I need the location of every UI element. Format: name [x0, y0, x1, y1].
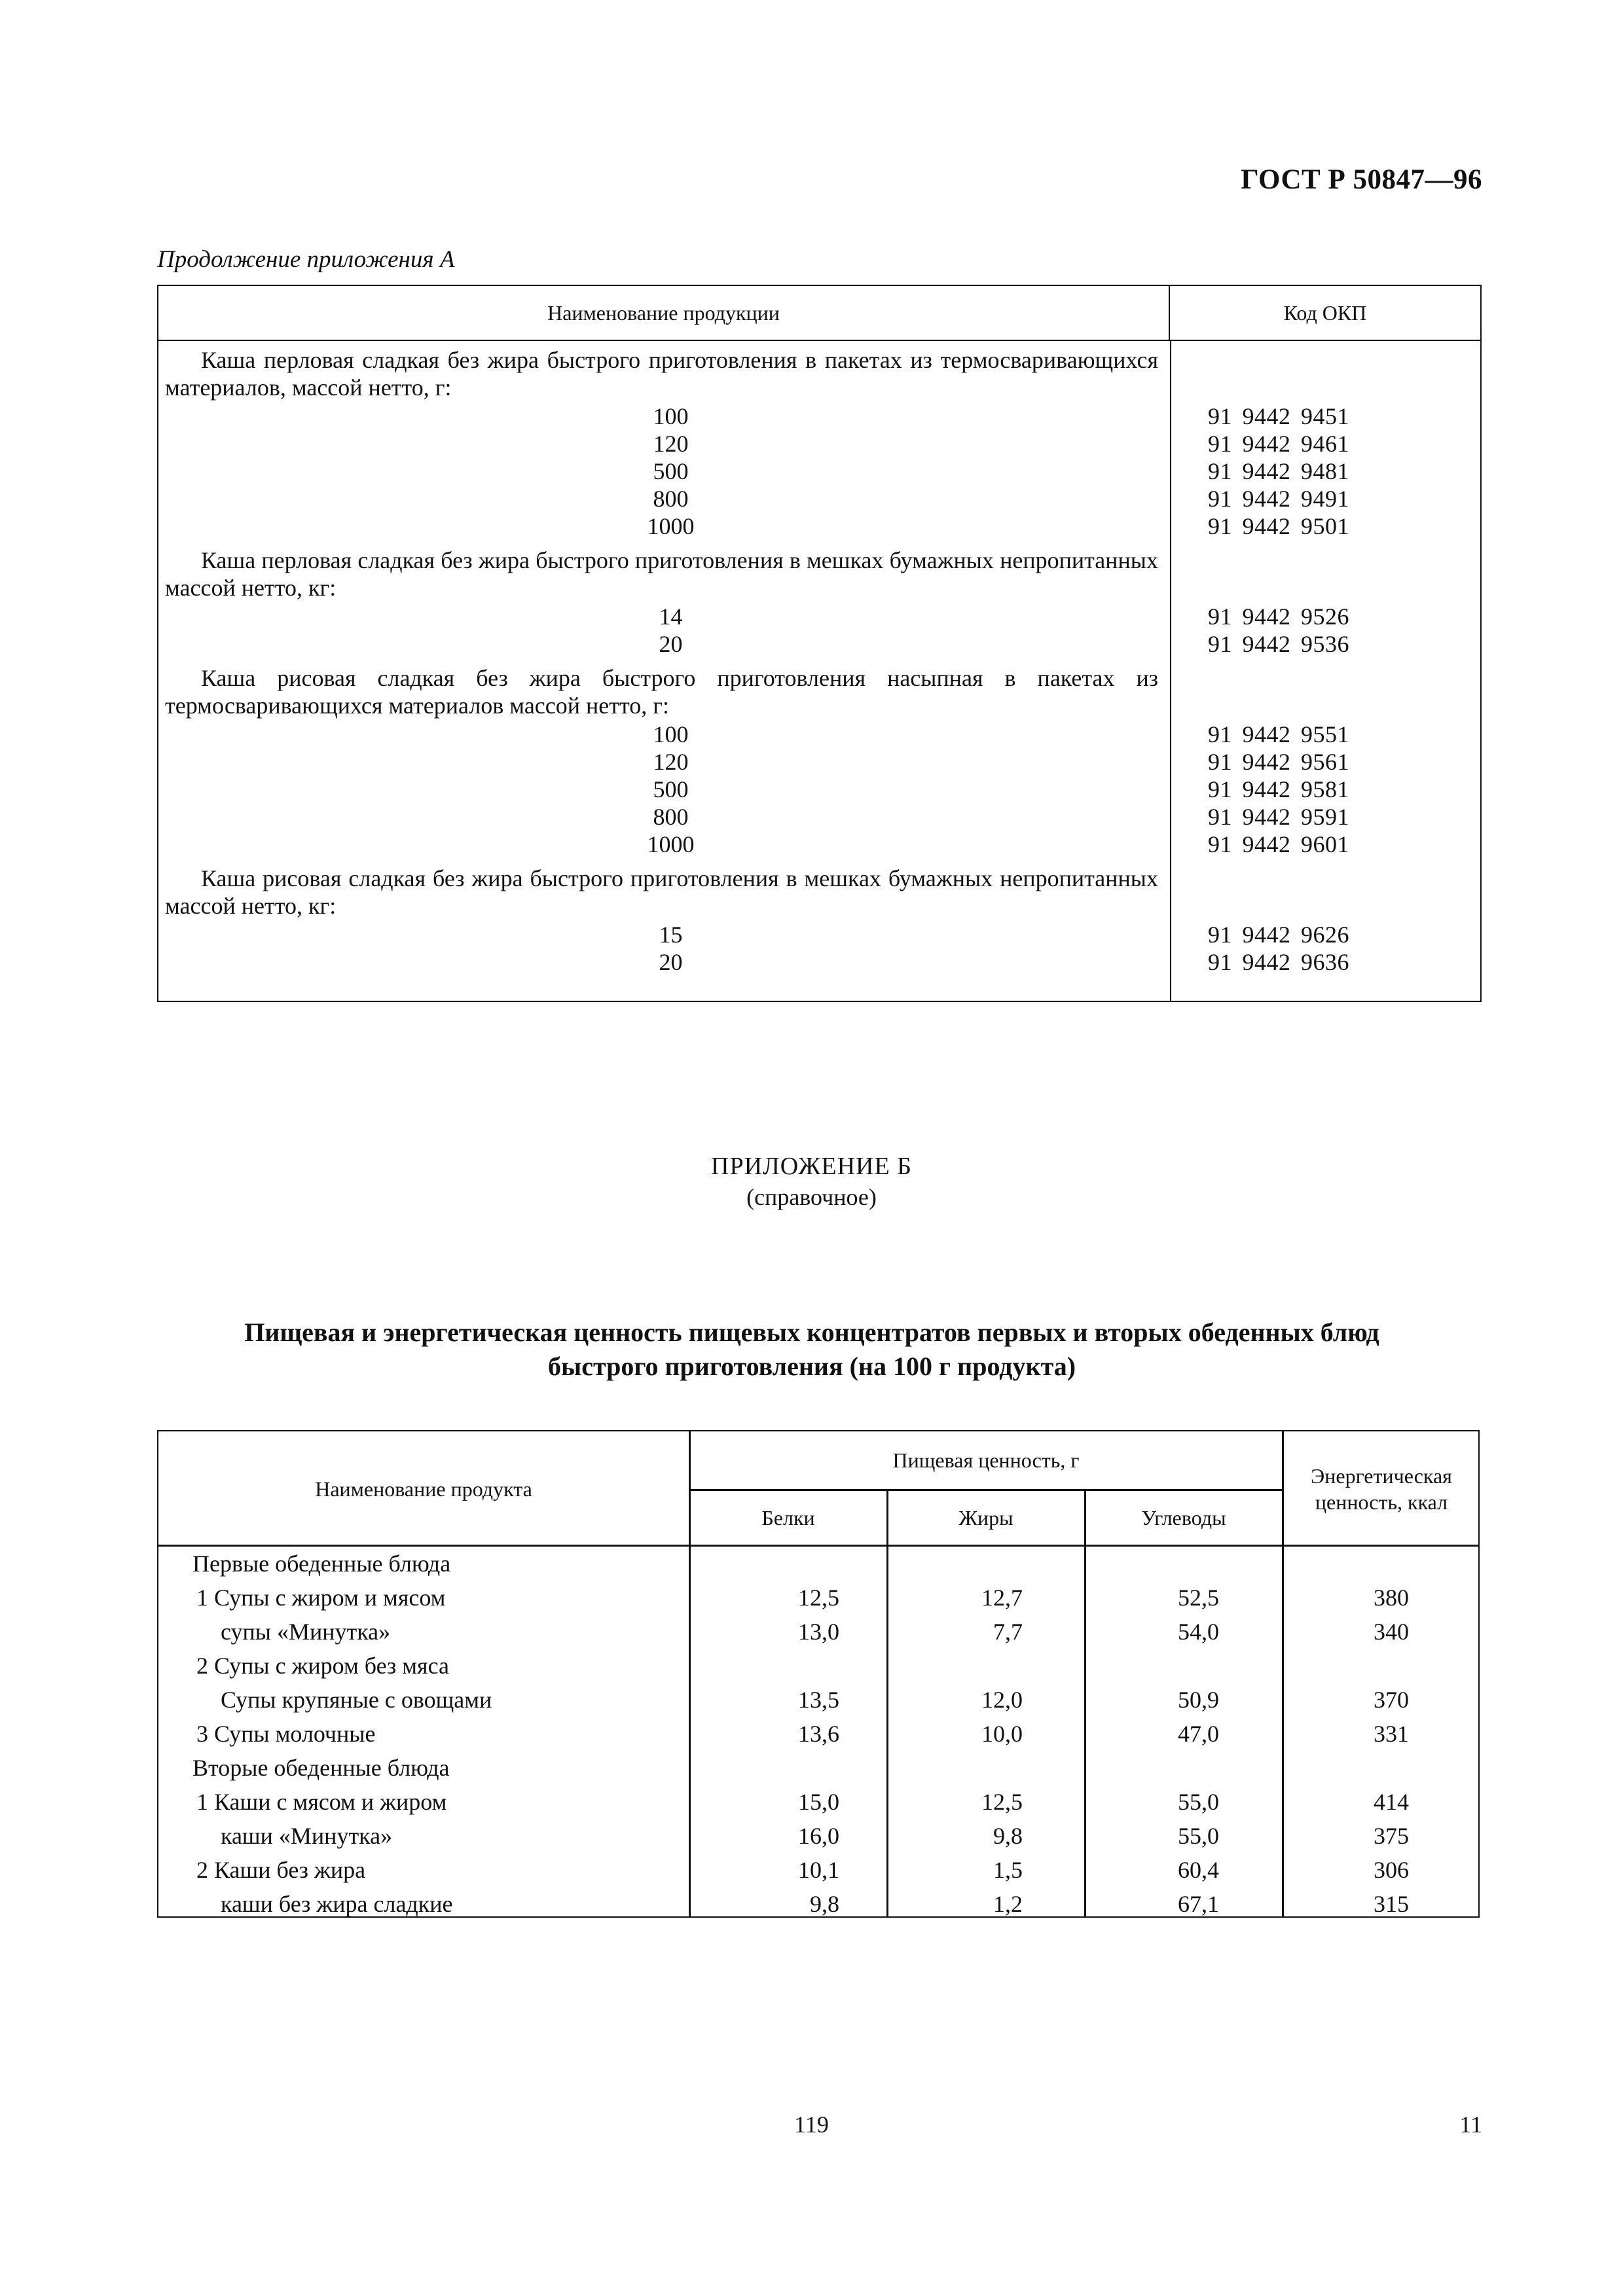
table-row: [158, 1716, 1478, 1750]
table-row: [158, 485, 1480, 512]
carbs-value: 50,9: [1178, 1687, 1219, 1713]
header-okp-code: Код ОКП: [1283, 300, 1367, 325]
header-carbs: Углеводы: [1141, 1505, 1226, 1530]
appendix-title: ПРИЛОЖЕНИЕ Б: [711, 1153, 912, 1180]
net-mass: 20: [659, 631, 683, 657]
okp-code: 91 9442 9551: [1208, 721, 1349, 747]
table-row: [158, 1852, 1478, 1886]
net-mass: 1000: [647, 513, 695, 539]
table-row: [158, 1614, 1478, 1648]
net-mass: 800: [653, 486, 689, 512]
okp-code: 91 9442 9636: [1208, 949, 1349, 975]
energy-value: 306: [1374, 1857, 1409, 1883]
fat-value: 9,8: [993, 1823, 1023, 1849]
carbs-value: 60,4: [1178, 1857, 1219, 1883]
carbs-value: 47,0: [1178, 1721, 1219, 1747]
table-row: [158, 1784, 1478, 1818]
okp-code: 91 9442 9451: [1208, 403, 1349, 429]
product-name: 1 Супы с жиром и мясом: [196, 1585, 446, 1611]
page-number-right: 11: [1459, 2111, 1482, 2138]
product-group: [158, 547, 1480, 658]
table-a-body: [158, 346, 1480, 976]
net-mass: 14: [659, 603, 683, 630]
okp-code: 91 9442 9526: [1208, 603, 1349, 630]
net-mass: 120: [653, 431, 689, 457]
product-group-description: Каша перловая сладкая без жира быстрого приготовления в пакетах из термосваривающихся материалов, массой нетто, г:: [165, 347, 1158, 401]
table-row: [158, 1580, 1478, 1614]
product-code-table: [157, 285, 1482, 1002]
energy-value: 414: [1374, 1789, 1409, 1815]
okp-code: 91 9442 9461: [1208, 431, 1349, 457]
fat-value: 12,7: [981, 1585, 1023, 1611]
okp-code: 91 9442 9591: [1208, 804, 1349, 830]
continuation-caption: Продолжение приложения А: [157, 246, 455, 273]
header-fat: Жиры: [958, 1505, 1013, 1530]
product-name: 1 Каши с мясом и жиром: [196, 1789, 447, 1815]
net-mass: 120: [653, 749, 689, 775]
protein-value: 15,0: [798, 1789, 839, 1815]
table-row: [158, 457, 1480, 485]
product-name: супы «Минутка»: [221, 1619, 391, 1645]
carbs-value: 55,0: [1178, 1823, 1219, 1849]
table-row: [158, 430, 1480, 457]
carbs-value: 55,0: [1178, 1789, 1219, 1815]
product-name: Первые обеденные блюда: [192, 1551, 451, 1577]
page-number: 119: [794, 2111, 829, 2138]
okp-code: 91 9442 9491: [1208, 486, 1349, 512]
table-row: [158, 512, 1480, 540]
document-number: ГОСТ Р 50847—96: [1241, 164, 1482, 195]
protein-value: 13,6: [798, 1721, 839, 1747]
net-mass: 1000: [647, 831, 695, 857]
header-product-name: Наименование продукта: [315, 1477, 532, 1501]
product-group: [158, 664, 1480, 858]
table-row: [158, 803, 1480, 831]
okp-code: 91 9442 9536: [1208, 631, 1349, 657]
carbs-value: 54,0: [1178, 1619, 1219, 1645]
fat-value: 7,7: [993, 1619, 1023, 1645]
product-name: каши «Минутка»: [221, 1823, 393, 1849]
protein-value: 10,1: [798, 1857, 839, 1883]
table-row: [158, 1546, 1478, 1580]
product-name: 2 Супы с жиром без мяса: [196, 1653, 449, 1679]
table-row: [158, 1818, 1478, 1852]
product-group: [158, 865, 1480, 976]
product-group-description: Каша рисовая сладкая без жира быстрого приготовления в мешках бумажных непропитанных массой нетто, кг:: [165, 865, 1158, 919]
table-row: [158, 1886, 1478, 1920]
table-row: [158, 921, 1480, 948]
table-row: [158, 831, 1480, 858]
table-row: [158, 1682, 1478, 1716]
table-row: [158, 721, 1480, 748]
net-mass: 15: [659, 922, 683, 948]
energy-value: 331: [1374, 1721, 1409, 1747]
net-mass: 500: [653, 776, 689, 802]
protein-value: 13,0: [798, 1619, 839, 1645]
okp-code: 91 9442 9581: [1208, 776, 1349, 802]
product-group-description: Каша перловая сладкая без жира быстрого приготовления в мешках бумажных непропитанных массой нетто, кг:: [165, 547, 1158, 601]
net-mass: 500: [653, 458, 689, 484]
energy-value: 375: [1374, 1823, 1409, 1849]
protein-value: 9,8: [810, 1891, 839, 1917]
carbs-value: 67,1: [1178, 1891, 1219, 1917]
appendix-subtitle: (справочное): [746, 1184, 877, 1210]
table-b-body: [158, 1546, 1478, 1920]
carbs-value: 52,5: [1178, 1585, 1219, 1611]
protein-value: 16,0: [798, 1823, 839, 1849]
net-mass: 800: [653, 804, 689, 830]
header-protein: Белки: [761, 1505, 815, 1530]
product-name: Вторые обеденные блюда: [192, 1755, 450, 1781]
table-row: [158, 403, 1480, 430]
energy-value: 340: [1374, 1619, 1409, 1645]
table-b-title: Пищевая и энергетическая ценность пищевых концентратов первых и вторых обеденных блюд быстрого приготовления (на 100 г продукта): [244, 1318, 1379, 1381]
net-mass: 100: [653, 403, 689, 429]
header-energy: Энергетическая ценность, ккал: [1311, 1463, 1452, 1514]
energy-value: 380: [1374, 1585, 1409, 1611]
okp-code: 91 9442 9626: [1208, 922, 1349, 948]
product-name: Супы крупяные с овощами: [221, 1687, 492, 1713]
energy-value: 315: [1374, 1891, 1409, 1917]
product-group: [158, 346, 1480, 540]
product-name: 2 Каши без жира: [196, 1857, 366, 1883]
protein-value: 13,5: [798, 1687, 839, 1713]
net-mass: 20: [659, 949, 683, 975]
okp-code: 91 9442 9501: [1208, 513, 1349, 539]
fat-value: 1,2: [993, 1891, 1023, 1917]
nutrition-table: [157, 1430, 1480, 1918]
net-mass: 100: [653, 721, 689, 747]
table-row: [158, 1750, 1478, 1784]
header-nutrition: Пищевая ценность, г: [892, 1448, 1080, 1472]
product-name: каши без жира сладкие: [221, 1891, 453, 1917]
protein-value: 12,5: [798, 1585, 839, 1611]
energy-value: 370: [1374, 1687, 1409, 1713]
okp-code: 91 9442 9601: [1208, 831, 1349, 857]
fat-value: 1,5: [993, 1857, 1023, 1883]
okp-code: 91 9442 9481: [1208, 458, 1349, 484]
table-row: [158, 748, 1480, 776]
table-row: [158, 630, 1480, 658]
okp-code: 91 9442 9561: [1208, 749, 1349, 775]
table-row: [158, 948, 1480, 976]
fat-value: 10,0: [981, 1721, 1023, 1747]
fat-value: 12,0: [981, 1687, 1023, 1713]
header-product-name: Наименование продукции: [158, 286, 1170, 340]
product-name: 3 Супы молочные: [196, 1721, 376, 1747]
table-row: [158, 776, 1480, 803]
table-a-header: [158, 286, 1480, 341]
fat-value: 12,5: [981, 1789, 1023, 1815]
table-row: [158, 1648, 1478, 1682]
table-row: [158, 603, 1480, 630]
product-group-description: Каша рисовая сладкая без жира быстрого приготовления насыпная в пакетах из термосваривающихся материалов массой нетто, г:: [165, 665, 1158, 719]
